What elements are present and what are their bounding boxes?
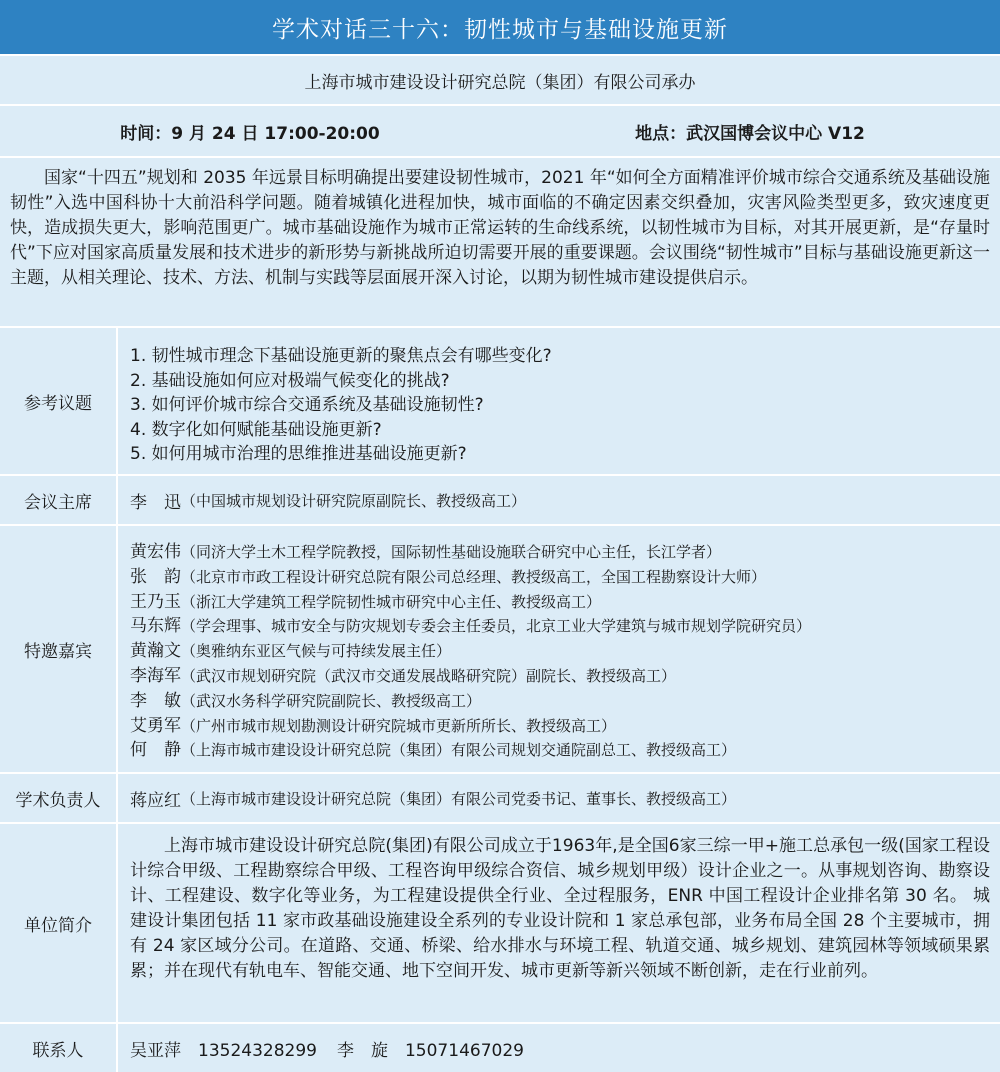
guest-item [130,738,990,763]
guest-item [130,590,990,615]
topic-item: 1. 韧性城市理念下基础设施更新的聚焦点会有哪些变化? [130,346,552,366]
guest-desc: （广州市城市规划勘测设计研究院城市更新所所长、教授级高工） [181,716,617,735]
intro-paragraph: 国家“十四五”规划和 2035 年远景目标明确提出要建设韧性城市，2021 年“如何全方面精准评价城市综合交通系统及基础设施韧性”入选中国科协十大前沿科学问题。随着城镇化进程加快，城市面临的不确定因素交织叠加，灾害风险类型更多，致灾速度更快，造成损失更大，影响范围更广。城市基础设施作为城市正常运转的生命线系统，以韧性城市为目标，对其开展更新，是“存量时代”下应对国家高质量发展和技术进步的新形势与新挑战所迫切需要开展的重要课题。会议围绕“韧性城市”目标与基础设施更新这一主题，从相关理论、技术、方法、机制与实践等层面展开深入讨论，以期为韧性城市建设提供启示。 [0,158,1000,328]
guests-row [0,526,1000,774]
guest-name: 李海军 [130,665,181,686]
guest-item [130,639,990,664]
topic-item: 4. 数字化如何赋能基础设施更新? [130,419,382,440]
contact-content [118,1024,1000,1072]
guest-name: 张 韵 [130,566,181,587]
guest-desc: （同济大学土木工程学院教授，国际韧性基础设施联合研究中心主任，长江学者） [181,543,722,561]
unit-text: 上海市城市建设设计研究总院(集团)有限公司成立于1963年,是全国6家三综一甲+施工总承包一级(国家工程设计综合甲级、工程勘察综合甲级、工程咨询甲级综合资信、城乡规划甲级）设计企业之一。从事规划咨询、勘察设计、工程建设、数字化等业务，为工程建设提供全行业、全过程服务，ENR 中国工程设计企业排名第 30 名。 城建设计集团包括 11 家市政基础设施建设全系列的专业设计院和 1 家总承包部，业务布局全国 28 个主要城市，拥有 24 家区域分公司。在道路、交通、桥梁、给水排水与环境工程、轨道交通、城乡规划、建筑园林等领域硕果累累；并在现代有轨电车、智能交通、地下空间开发、城市更新等新兴领域不断创新，走在行业前列。 [130,836,990,981]
chair-label: 会议主席 [0,476,118,524]
topic-item: 3. 如何评价城市综合交通系统及基础设施韧性? [130,395,484,415]
contact-person: 吴亚萍 13524328299 [130,1040,317,1061]
organizer-text: 上海市城市建设设计研究总院（集团）有限公司承办 [0,56,1000,106]
guest-item [130,540,990,565]
lead-row [0,774,1000,824]
chair-row [0,476,1000,526]
guest-name: 何 静 [130,740,181,761]
guest-name: 黄宏伟 [130,542,181,562]
guest-item [130,664,990,689]
topics-list [118,328,1000,474]
topic-item: 5. 如何用城市治理的思维推进基础设施更新? [130,444,467,464]
unit-label: 单位简介 [0,824,118,1022]
guest-name: 马东辉 [130,616,181,637]
guest-item [130,714,990,739]
contact-person: 李 旋 15071467029 [336,1040,524,1061]
guests-list [118,526,1000,772]
guest-name: 黄瀚文 [130,641,181,662]
guest-name: 艾勇军 [130,715,181,736]
time-place-row [0,106,1000,158]
unit-row [0,824,1000,1024]
guest-item [130,689,990,714]
chair-desc: （中国城市规划设计研究院原副院长、教授级高工） [181,491,527,510]
topic-item: 2. 基础设施如何应对极端气候变化的挑战? [130,370,450,391]
event-place: 地点：武汉国博会议中心 V12 [635,123,865,144]
guest-desc: （北京市市政工程设计研究总院有限公司总经理、教授级高工，全国工程勘察设计大师） [181,567,767,586]
guest-desc: （武汉市规划研究院（武汉市交通发展战略研究院）副院长、教授级高工） [181,666,677,685]
chair-content [118,476,1000,524]
guest-desc: （上海市城市建设设计研究总院（集团）有限公司规划交通院副总工、教授级高工） [181,741,737,760]
guest-item [130,614,990,639]
lead-name: 蒋应红 [130,790,181,811]
contact-row [0,1024,1000,1072]
contact-label: 联系人 [0,1024,118,1072]
topics-row [0,328,1000,476]
page-title: 学术对话三十六：韧性城市与基础设施更新 [0,0,1000,56]
topics-label: 参考议题 [0,328,118,474]
guests-label: 特邀嘉宾 [0,526,118,772]
guest-name: 王乃玉 [130,591,181,612]
chair-name: 李 迅 [130,492,181,513]
lead-label: 学术负责人 [0,774,118,822]
guest-desc: （学会理事、城市安全与防灾规划专委会主任委员，北京工业大学建筑与城市规划学院研究员） [181,617,812,636]
lead-content [118,774,1000,822]
guest-desc: （浙江大学建筑工程学院韧性城市研究中心主任、教授级高工） [181,592,602,611]
guest-desc: （武汉水务科学研究院副院长、教授级高工） [181,691,482,710]
lead-desc: （上海市城市建设设计研究总院（集团）有限公司党委书记、董事长、教授级高工） [181,789,737,808]
guest-item [130,565,990,590]
guest-desc: （奥雅纳东亚区气候与可持续发展主任） [181,642,452,661]
guest-name: 李 敏 [130,690,181,711]
event-time: 时间：9 月 24 日 17:00-20:00 [120,123,380,144]
